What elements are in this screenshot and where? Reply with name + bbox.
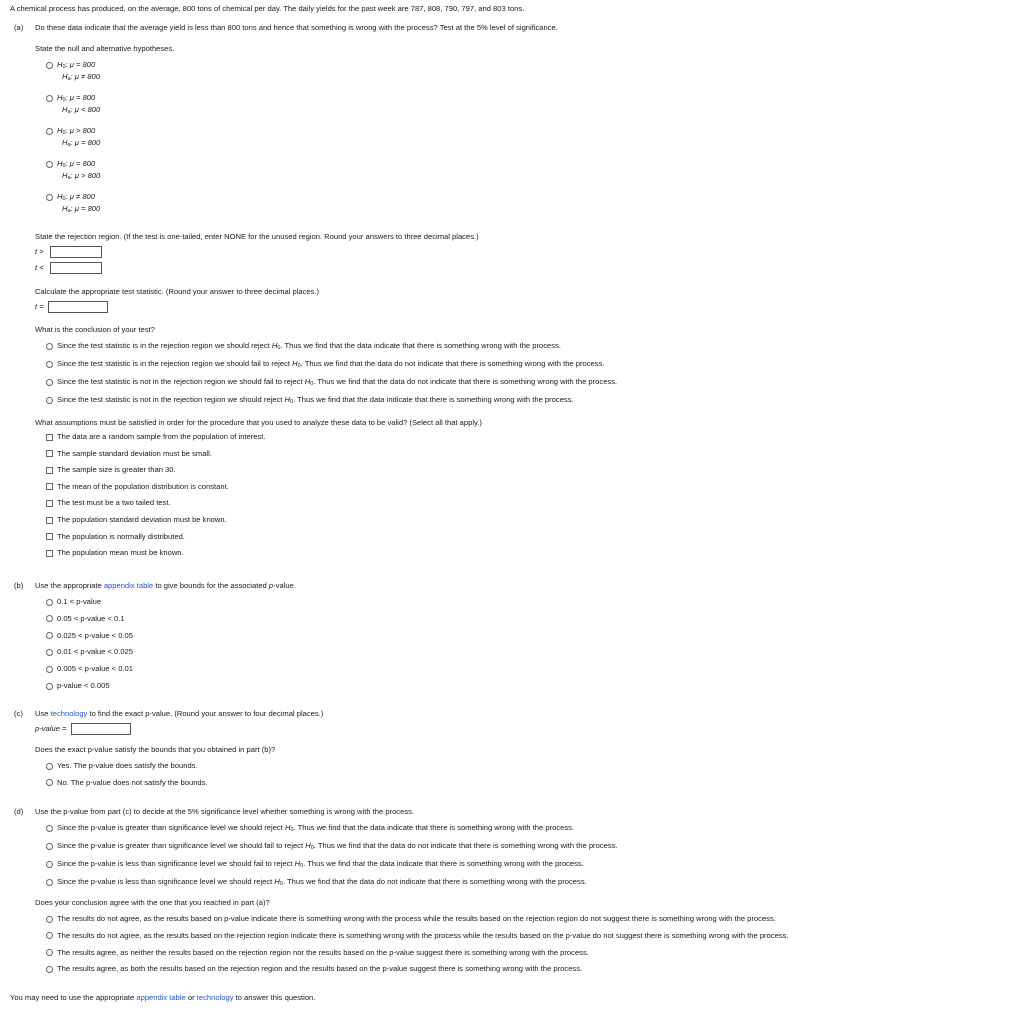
rejection-lower-row	[35, 262, 102, 274]
part-a-label: (a)	[14, 23, 24, 32]
assumptions-prompt: What assumptions must be satisfied in order for the procedure that you used to analyze these data to be valid? (Select all that apply.)	[35, 418, 482, 427]
radio-button[interactable]	[46, 666, 53, 673]
alternative-hypothesis: : μ < 800	[70, 105, 101, 114]
t-lower-input[interactable]	[50, 262, 102, 274]
assumption-option[interactable]: The sample size is greater than 30.	[46, 465, 176, 474]
radio-button[interactable]	[46, 95, 53, 102]
null-hypothesis: : μ ≠ 800	[65, 192, 95, 201]
checkbox[interactable]	[46, 550, 53, 557]
null-hypothesis: : μ = 800	[65, 93, 96, 102]
radio-button[interactable]	[46, 916, 53, 923]
agreement-option[interactable]: The results agree, as neither the results based on the rejection region nor the results based on the p-value suggest there is something wrong with the process.	[46, 948, 589, 957]
test-statistic-prompt: Calculate the appropriate test statistic. (Round your answer to three decimal places.)	[35, 287, 320, 296]
radio-button[interactable]	[46, 62, 53, 69]
checkbox[interactable]	[46, 500, 53, 507]
checkbox[interactable]	[46, 467, 53, 474]
radio-button[interactable]	[46, 379, 53, 386]
assumption-option[interactable]: The sample standard deviation must be small.	[46, 449, 212, 458]
conclusion-prompt: What is the conclusion of your test?	[35, 325, 155, 334]
radio-button[interactable]	[46, 879, 53, 886]
alternative-hypothesis: : μ = 800	[70, 138, 101, 147]
part-d-label: (d)	[14, 807, 24, 816]
radio-button[interactable]	[46, 397, 53, 404]
radio-button[interactable]	[46, 825, 53, 832]
part-b-question: Use the appropriate appendix table to give bounds for the associated p-value.	[35, 581, 296, 590]
radio-button[interactable]	[46, 843, 53, 850]
hypothesis-option[interactable]: $H_0$: μ = 800	[46, 60, 95, 70]
alternative-hypothesis-row: $H_a$: μ < 800	[62, 105, 101, 115]
radio-button[interactable]	[46, 949, 53, 956]
radio-button[interactable]	[46, 649, 53, 656]
p-value-label: p-value =	[35, 724, 67, 733]
radio-button[interactable]	[46, 128, 53, 135]
agreement-option[interactable]: The results do not agree, as the results based on the rejection region indicate there is something wrong with the process while the results based on the p-value do not suggest there is something wrong with the process.	[46, 931, 789, 940]
part-a-question: Do these data indicate that the average yield is less than 800 tons and hence that something is wrong with the process? Test at the 5% level of significance.	[35, 23, 558, 32]
radio-option[interactable]: Since the test statistic is in the rejection region we should reject $H_0$. Thus we find that the data indicate that there is something wrong with the process.	[46, 341, 561, 351]
t-greater-label: t >	[35, 247, 44, 256]
alternative-hypothesis-row: $H_a$: μ = 800	[62, 138, 101, 148]
radio-button[interactable]	[46, 161, 53, 168]
bounds-check-option[interactable]: Yes. The p-value does satisfy the bounds.	[46, 761, 198, 770]
part-b-label: (b)	[14, 581, 24, 590]
t-upper-input[interactable]	[50, 246, 102, 258]
radio-button[interactable]	[46, 861, 53, 868]
assumption-option[interactable]: The population mean must be known.	[46, 548, 184, 557]
t-less-label: t <	[35, 263, 44, 272]
alternative-hypothesis-row: $H_a$: μ > 800	[62, 171, 101, 181]
agreement-option[interactable]: The results do not agree, as the results based on p-value indicate there is something wrong with the process while the results based on the rejection region do not suggest there is something wrong with the process.	[46, 914, 776, 923]
p-value-input[interactable]	[71, 723, 131, 735]
checkbox[interactable]	[46, 483, 53, 490]
radio-button[interactable]	[46, 194, 53, 201]
p-value-bound-option[interactable]: 0.1 < p-value	[46, 597, 101, 606]
footer-technology-link[interactable]: technology	[196, 993, 234, 1002]
alternative-hypothesis: : μ > 800	[70, 171, 101, 180]
hypotheses-prompt: State the null and alternative hypotheses.	[35, 44, 175, 53]
t-equals-label: t =	[35, 302, 44, 311]
null-hypothesis: : μ = 800	[65, 159, 96, 168]
hypothesis-option[interactable]: $H_0$: μ = 800	[46, 159, 95, 169]
checkbox[interactable]	[46, 517, 53, 524]
radio-button[interactable]	[46, 683, 53, 690]
hypothesis-option[interactable]: $H_0$: μ = 800	[46, 93, 95, 103]
radio-button[interactable]	[46, 966, 53, 973]
radio-option[interactable]: Since the p-value is less than significance level we should fail to reject $H_0$. Thus we find that the data indicate that there is something wrong with the process.	[46, 859, 584, 869]
p-value-bound-option[interactable]: 0.005 < p-value < 0.01	[46, 664, 133, 673]
assumption-option[interactable]: The test must be a two tailed test.	[46, 498, 171, 507]
assumption-option[interactable]: The population standard deviation must be known.	[46, 515, 227, 524]
p-value-bound-option[interactable]: 0.05 < p-value < 0.1	[46, 614, 125, 623]
alternative-hypothesis: : μ = 800	[70, 204, 101, 213]
agreement-option[interactable]: The results agree, as both the results based on the rejection region and the results based on the p-value suggest there is something wrong with the process.	[46, 964, 582, 973]
radio-button[interactable]	[46, 779, 53, 786]
null-hypothesis: : μ = 800	[65, 60, 96, 69]
technology-link[interactable]: technology	[50, 709, 88, 718]
bounds-check-option[interactable]: No. The p-value does not satisfy the bounds.	[46, 778, 208, 787]
radio-button[interactable]	[46, 763, 53, 770]
p-value-row	[35, 723, 131, 735]
alternative-hypothesis-row: $H_a$: μ ≠ 800	[62, 72, 100, 82]
assumption-option[interactable]: The mean of the population distribution is constant.	[46, 482, 229, 491]
assumption-option[interactable]: The population is normally distributed.	[46, 532, 185, 541]
radio-option[interactable]: Since the p-value is greater than significance level we should fail to reject $H_0$. Thus we find that the data do not indicate that there is something wrong with the process.	[46, 841, 618, 851]
checkbox[interactable]	[46, 450, 53, 457]
radio-option[interactable]: Since the test statistic is in the rejection region we should fail to reject $H_0$. Thus we find that the data do not indicate that there is something wrong with the process.	[46, 359, 604, 369]
radio-option[interactable]: Since the test statistic is not in the rejection region we should fail to reject $H_0$. Thus we find that the data do not indicate that there is something wrong with the process.	[46, 377, 617, 387]
part-d-question: Use the p-value from part (c) to decide at the 5% significance level whether something is wrong with the process.	[35, 807, 415, 816]
radio-option[interactable]: Since the p-value is greater than significance level we should reject $H_0$. Thus we find that the data indicate that there is something wrong with the process.	[46, 823, 574, 833]
agreement-prompt: Does your conclusion agree with the one that you reached in part (a)?	[35, 898, 270, 907]
appendix-table-link[interactable]: appendix table	[103, 581, 154, 590]
radio-option[interactable]: Since the p-value is less than significance level we should reject $H_0$. Thus we find that the data do not indicate that there is something wrong with the process.	[46, 877, 587, 887]
radio-button[interactable]	[46, 361, 53, 368]
problem-intro: A chemical process has produced, on the average, 800 tons of chemical per day. The daily yields for the past week are 787, 808, 790, 797, and 803 tons.	[10, 4, 525, 13]
assumption-option[interactable]: The data are a random sample from the population of interest.	[46, 432, 266, 441]
p-value-bound-option[interactable]: p-value < 0.005	[46, 681, 110, 690]
footer-note: You may need to use the appropriate appendix table or technology to answer this question.	[10, 993, 316, 1002]
rejection-upper-row	[35, 246, 102, 258]
null-hypothesis: : μ > 800	[65, 126, 96, 135]
checkbox[interactable]	[46, 434, 53, 441]
radio-button[interactable]	[46, 932, 53, 939]
p-value-bound-option[interactable]: 0.01 < p-value < 0.025	[46, 647, 133, 656]
radio-button[interactable]	[46, 615, 53, 622]
checkbox[interactable]	[46, 533, 53, 540]
alternative-hypothesis: : μ ≠ 800	[70, 72, 100, 81]
part-c-label: (c)	[14, 709, 23, 718]
part-c-question: Use technology to find the exact p-value. (Round your answer to four decimal places.)	[35, 709, 324, 718]
footer-appendix-link[interactable]: appendix table	[136, 993, 186, 1002]
radio-option[interactable]: Since the test statistic is not in the rejection region we should reject $H_0$. Thus we find that the data indicate that there is something wrong with the process.	[46, 395, 574, 405]
hypothesis-option[interactable]: $H_0$: μ > 800	[46, 126, 95, 136]
test-statistic-input[interactable]	[48, 301, 108, 313]
radio-button[interactable]	[46, 632, 53, 639]
radio-button[interactable]	[46, 343, 53, 350]
test-statistic-row	[35, 301, 108, 313]
hypothesis-option[interactable]: $H_0$: μ ≠ 800	[46, 192, 95, 202]
alternative-hypothesis-row: $H_a$: μ = 800	[62, 204, 101, 214]
rejection-region-prompt: State the rejection region. (If the test is one-tailed, enter NONE for the unused region. Round your answers to three decimal places.)	[35, 232, 479, 241]
bounds-check-prompt: Does the exact p-value satisfy the bounds that you obtained in part (b)?	[35, 745, 276, 754]
radio-button[interactable]	[46, 599, 53, 606]
p-value-bound-option[interactable]: 0.025 < p-value < 0.05	[46, 631, 133, 640]
